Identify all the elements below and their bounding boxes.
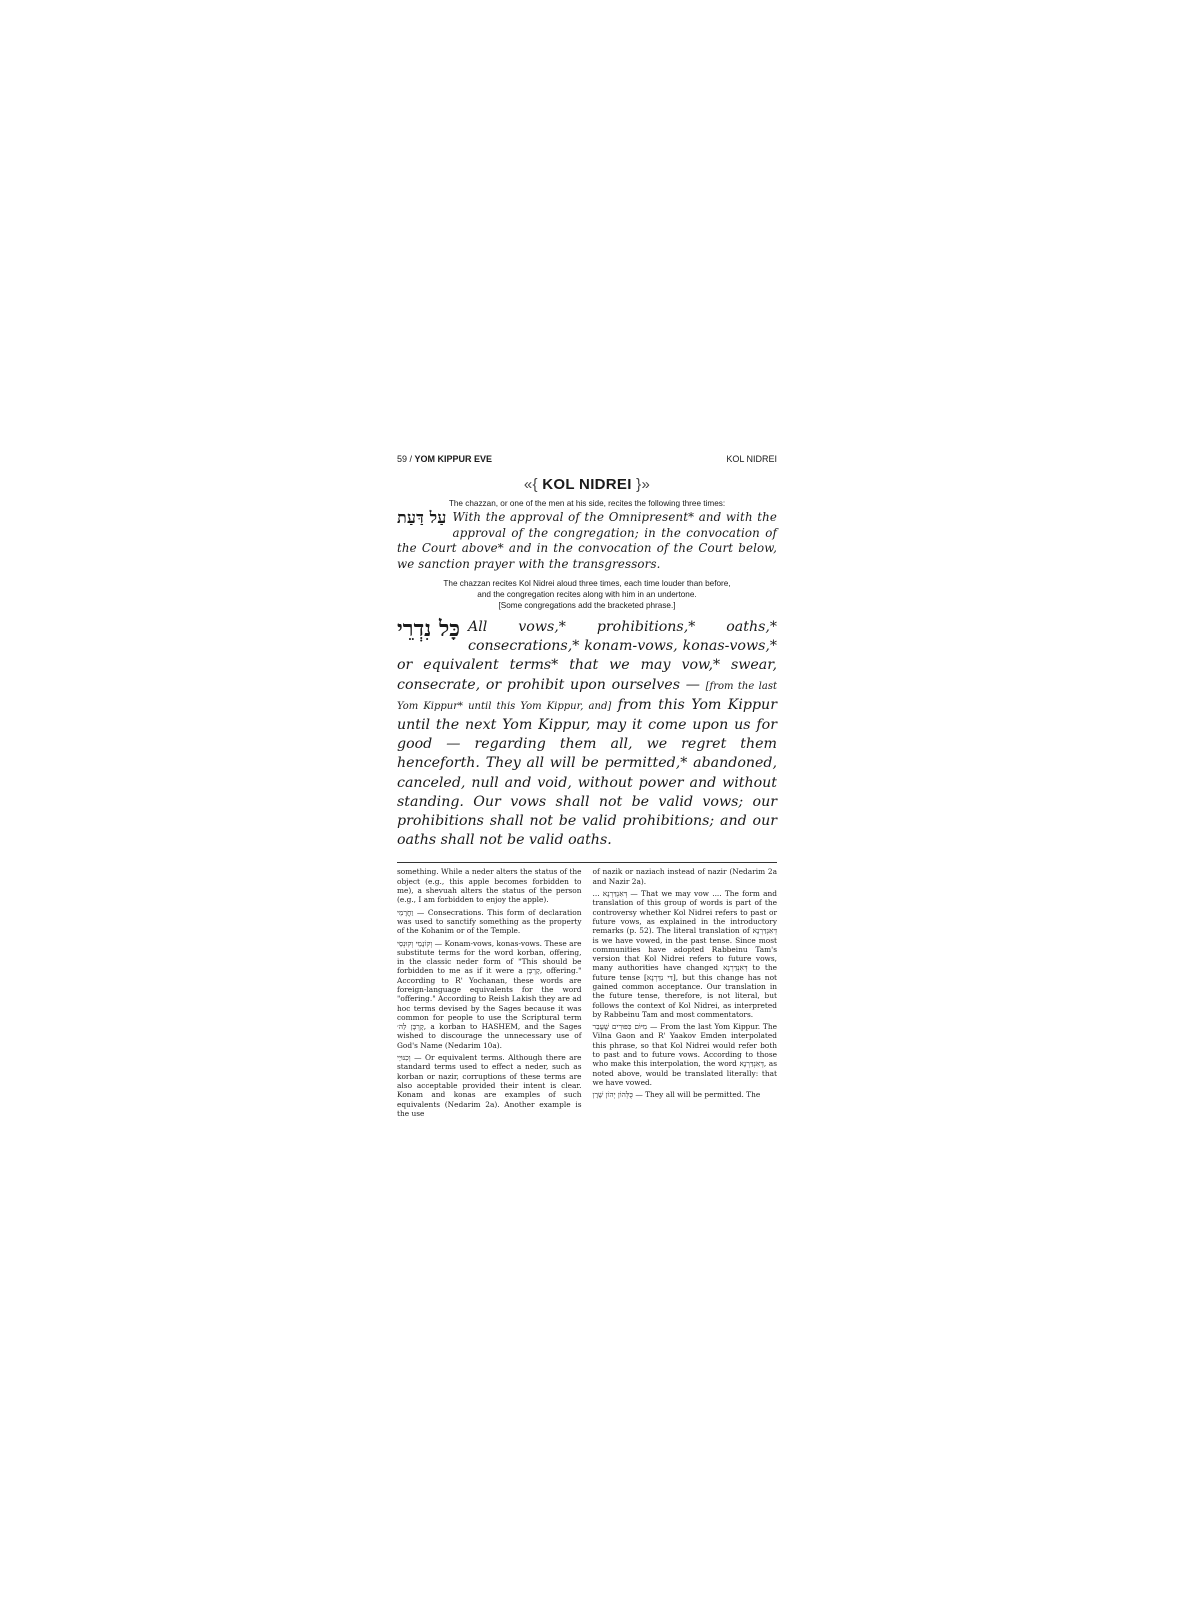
note: וַחֲרָמֵי — Consecrations. This form of declaration was used to sanctify something as the property of the Kohanim or of the Temple.	[397, 907, 582, 936]
title-text: KOL NIDREI	[542, 476, 632, 493]
kol-nidrei-rubric	[397, 578, 777, 611]
right-ornament-icon: }»	[636, 476, 651, 493]
section-name: KOL NIDREI	[726, 454, 777, 464]
kol-nidrei-paragraph	[397, 618, 777, 850]
note: something. While a neder alters the status of the object (e.g., this apple becomes forbidden to me), a shevuah alters the status of the person (e.g., I am forbidden to enjoy the apple).	[397, 867, 582, 905]
hebrew-opening-word: כָּל נִדְרֵי	[397, 616, 461, 642]
prayer-book-page	[397, 450, 777, 1121]
rubric-line: [Some congregations add the bracketed phrase.]	[498, 601, 676, 610]
divider	[397, 862, 777, 863]
rubric-line: The chazzan recites Kol Nidrei aloud three times, each time louder than before,	[443, 579, 731, 588]
paragraph-text: from this Yom Kippur until the next Yom Kippur, may it come upon us for good — regarding them all, we regret them henceforth. They all will be permitted,* abandoned, canceled, null and void, without power and without standing. Our vows shall not be valid vows; our prohibitions shall not be valid prohibitions; and our oaths shall not be valid oaths.	[397, 696, 777, 849]
note: וְקוֹנָמֵי וְקוּנְסֵי — Konam-vows, konas-vows. These are substitute terms for the word korban, offering, in the classic neder form of "This should be forbidden to me as if it were a קָרְבָּן, offering." According to R' Yochanan, these words are foreign-language equivalents for the word "offering." According to Reish Lakish they are ad hoc terms devised by the Sages because it was common for people to use the Scriptural term קָרְבָּן לַה׳, a korban to HASHEM, and the Sages wished to discourage the unnecessary use of God's Name (Nedarim 10a).	[397, 938, 582, 1050]
separator: /	[407, 454, 415, 464]
instruction-rubric: The chazzan, or one of the men at his side, recites the following three times:	[448, 499, 726, 508]
note: וְכִנּוּיֵי — Or equivalent terms. Although there are standard terms used to effect a neder, such as korban or nazir, corruptions of these terms are also acceptable provided their intent is clear. Konam and konas are examples of such equivalents (Nedarim 2a). Another example is the use	[397, 1053, 582, 1118]
note: of nazik or naziach instead of nazir (Nedarim 2a and Nazir 2a).	[592, 867, 777, 886]
commentary	[397, 867, 777, 1121]
al-daas-paragraph	[397, 510, 777, 572]
hebrew-opening-word: עַל דַּעַת	[397, 508, 447, 527]
bracketed-phrase: [from the last Yom Kippur* until this Yom Kippur, and]	[397, 680, 777, 712]
commentary-left-column	[397, 867, 582, 1121]
commentary-right-column	[593, 867, 778, 1121]
running-header	[397, 454, 777, 464]
section-title	[397, 476, 777, 493]
page-number: 59	[397, 454, 408, 464]
header-left	[397, 454, 492, 464]
paragraph-text: With the approval of the Omnipresent* and with the approval of the congregation; in the convocation of the Court above* and in the convocation of the Court below, we sanction prayer with the transgressors.	[397, 510, 777, 571]
note: ... דְּאִנְדַּרְנָא — That we may vow .... The form and translation of this group of words is part of the controversy whether Kol Nidrei refers to past or future vows, as explained in the introductory remarks (p. 52). The literal translation of דְּאִנְדַּרְנָא is we have vowed, in the past tense. Since most communities have adopted Rabbeinu Tam's version that Kol Nidrei refers to future vows, many authorities have changed דְּאִנְדַּרְנָא to the future tense [דִּי נִדַּרְנָא], but this change has not gained common acceptance. Our translation in the future tense, therefore, is not literal, but follows the context of Kol Nidrei, as interpreted by Rabbeinu Tam and most commentators.	[592, 889, 777, 1019]
rubric-line: and the congregation recites along with him in an undertone.	[477, 590, 697, 599]
paragraph-text: All vows,* prohibitions,* oaths,* consecrations,* konam-vows, konas-vows,* or equivalent terms* that we may vow,* swear, consecrate, or prohibit upon ourselves —	[397, 619, 777, 693]
note: מִיּוֹם כִּפּוּרִים שֶׁעָבַר — From the last Yom Kippur. The Vilna Gaon and R' Yaakov Emden interpolated this phrase, so that Kol Nidrei would refer both to past and to future vows. According to those who make this interpolation, the word דְּאִנְדַּרְנָא, as noted above, would be translated literally: that we have vowed.	[592, 1022, 777, 1087]
note: כֻּלְּהוֹן יְהוֹן שָׁרָן — They all will be permitted. The	[592, 1090, 761, 1100]
left-ornament-icon: «{	[523, 476, 538, 493]
running-title: YOM KIPPUR EVE	[414, 454, 493, 464]
